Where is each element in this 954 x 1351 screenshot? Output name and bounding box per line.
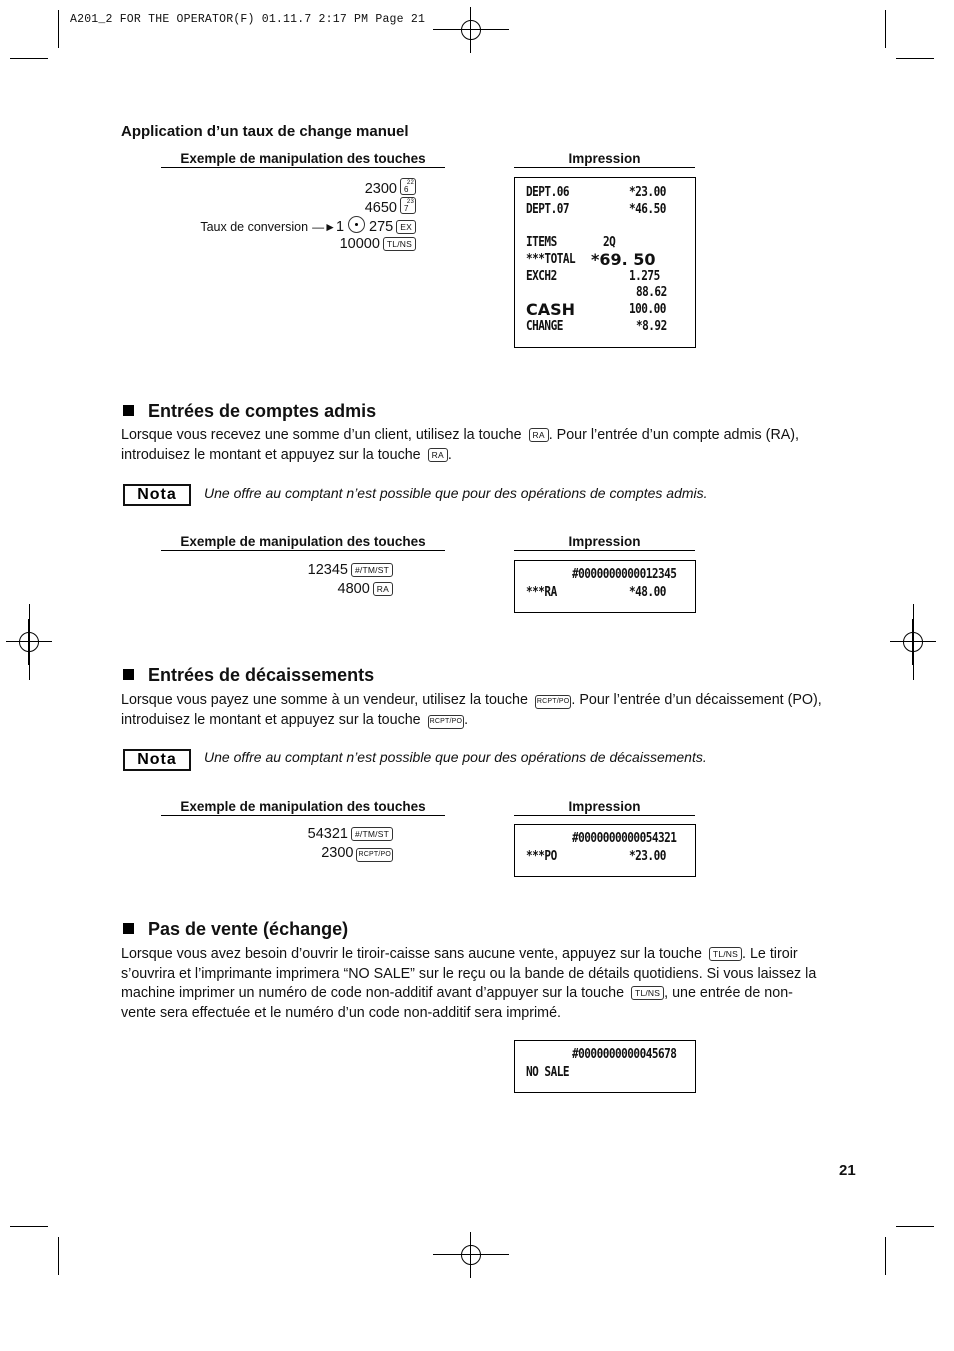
ra-key[interactable]: RA <box>428 448 448 462</box>
text: s’ouvrira et l’imprimante imprimera “NO SALE” sur le reçu ou la bande de détails quotidiens. Si vous laissez la <box>121 965 817 982</box>
tl-ns-key[interactable]: TL/NS <box>383 237 416 251</box>
receipt-line: NO SALE <box>526 1065 570 1080</box>
text: . <box>464 711 469 728</box>
registration-mark-icon <box>12 625 46 659</box>
ra-ops-heading: Exemple de manipulation des touches <box>161 534 445 551</box>
receipt-line: #0000000000012345 <box>572 567 677 582</box>
key-line <box>180 580 393 599</box>
nosale-receipt <box>514 1040 696 1093</box>
ex-key[interactable]: EX <box>396 220 416 234</box>
square-bullet-icon <box>123 669 134 680</box>
receipt-line: ***TOTAL <box>526 252 576 267</box>
ra-receipt <box>514 560 696 613</box>
receipt-line: #0000000000045678 <box>572 1047 677 1062</box>
text: . Le tiroir <box>742 946 798 962</box>
amount: 2300 <box>321 845 354 861</box>
receipt-line: *23.00 <box>629 185 666 200</box>
key-line <box>180 197 416 216</box>
tl-ns-key[interactable]: TL/NS <box>631 986 664 1000</box>
crop-mark <box>896 58 934 59</box>
key-line <box>180 825 393 844</box>
amount: 4800 <box>337 581 370 597</box>
crop-mark <box>885 1237 886 1275</box>
decimal-point-key[interactable] <box>348 216 365 233</box>
text: machine imprimer un numéro de code non-additif avant d’appuyer sur la touche <box>121 985 625 1001</box>
print-header: A201_2 FOR THE OPERATOR(F) 01.11.7 2:17 PM Page 21 <box>70 13 426 26</box>
text: introduisez le montant et appuyez sur la touche <box>121 711 421 728</box>
key-line <box>180 561 393 580</box>
registration-mark-icon <box>896 625 930 659</box>
receipt-total: *69. 50 <box>591 250 656 269</box>
key-num: 7 <box>404 204 409 213</box>
po-section-title <box>123 665 374 686</box>
key-sup: 22 <box>406 180 414 186</box>
ra-section-title <box>123 401 376 422</box>
amount: 54321 <box>307 826 348 842</box>
tm-st-key[interactable]: #/TM/ST <box>351 563 393 577</box>
receipt-line: DEPT.07 <box>526 202 570 217</box>
nosale-paragraph <box>121 945 841 1023</box>
text: introduisez le montant et appuyez sur la touche <box>121 446 421 463</box>
receipt-cash: CASH <box>526 300 576 319</box>
po-receipt <box>514 824 696 877</box>
ra-key[interactable]: RA <box>529 428 549 442</box>
tl-ns-key[interactable]: TL/NS <box>709 947 742 961</box>
nota-badge <box>123 484 191 506</box>
ra-paragraph <box>121 426 841 465</box>
key-sup: 23 <box>406 199 414 205</box>
ra-key-sequence <box>180 561 393 599</box>
receipt-line: 100.00 <box>629 302 666 317</box>
rcpt-po-key[interactable]: RCPT/PO <box>428 715 465 729</box>
crop-mark <box>10 1226 48 1227</box>
receipt-line: *46.50 <box>629 202 666 217</box>
square-bullet-icon <box>123 405 134 416</box>
key-line <box>180 178 416 197</box>
text: Lorsque vous recevez une somme d’un client, utilisez la touche <box>121 427 522 443</box>
dept-key[interactable] <box>400 178 416 195</box>
ra-key[interactable]: RA <box>373 582 393 596</box>
receipt-line: 88.62 <box>636 285 667 300</box>
receipt-line: 2Q <box>603 235 616 250</box>
rcpt-po-key[interactable]: RCPT/PO <box>535 695 572 709</box>
conversion-label: Taux de conversion <box>200 220 309 234</box>
text: vente sera effectuée et le numéro d’un code non-additif sera imprimé. <box>121 1004 562 1021</box>
ra-print-heading: Impression <box>514 534 695 551</box>
nota-label: Nota <box>125 751 189 769</box>
receipt-line: *48.00 <box>629 585 666 600</box>
text: . Pour l’entrée d’un décaissement (PO), <box>571 692 822 708</box>
crop-mark <box>885 10 886 48</box>
key-line <box>180 216 416 235</box>
po-nota-text: Une offre au comptant n’est possible que pour des opérations de décaissements. <box>204 749 707 765</box>
key-line <box>180 235 416 254</box>
amount: 10000 <box>339 236 380 252</box>
nosale-section-title <box>123 919 348 940</box>
arrow-icon: —► <box>312 220 336 234</box>
receipt-line: *8.92 <box>636 319 667 334</box>
dept-key[interactable] <box>400 197 416 214</box>
receipt-line: DEPT.06 <box>526 185 570 200</box>
amount: 12345 <box>307 562 348 578</box>
receipt-line: #0000000000054321 <box>572 831 677 846</box>
exchange-receipt <box>514 177 696 348</box>
text: . <box>447 446 452 463</box>
po-paragraph <box>121 691 841 730</box>
receipt-line: EXCH2 <box>526 269 557 284</box>
receipt-line: ***RA <box>526 585 557 600</box>
square-bullet-icon <box>123 923 134 934</box>
amount: 275 <box>369 219 394 235</box>
exchange-print-heading: Impression <box>514 151 695 168</box>
amount: 1 <box>335 219 345 235</box>
receipt-line: CHANGE <box>526 319 563 334</box>
receipt-line: 1.275 <box>629 269 660 284</box>
crop-mark <box>10 58 48 59</box>
nosale-title-text: Pas de vente (échange) <box>148 919 349 939</box>
text: , une entrée de non- <box>664 985 793 1001</box>
ra-title-text: Entrées de comptes admis <box>148 401 377 421</box>
text: Lorsque vous avez besoin d’ouvrir le tiroir-caisse sans aucune vente, appuyez sur la touche <box>121 946 702 962</box>
po-print-heading: Impression <box>514 799 695 816</box>
po-ops-heading: Exemple de manipulation des touches <box>161 799 445 816</box>
text: Lorsque vous payez une somme à un vendeur, utilisez la touche <box>121 692 528 708</box>
receipt-line: ***PO <box>526 849 557 864</box>
crop-mark <box>896 1226 934 1227</box>
amount: 2300 <box>364 181 397 197</box>
receipt-line: ITEMS <box>526 235 557 250</box>
registration-mark-icon <box>454 13 488 47</box>
key-line <box>180 844 393 863</box>
exchange-ops-heading: Exemple de manipulation des touches <box>161 151 445 168</box>
tm-st-key[interactable]: #/TM/ST <box>351 827 393 841</box>
crop-mark <box>58 10 59 48</box>
key-num: 6 <box>404 185 409 194</box>
page-number: 21 <box>839 1162 856 1179</box>
receipt-line: *23.00 <box>629 849 666 864</box>
exchange-key-sequence <box>180 178 416 254</box>
rcpt-po-key[interactable]: RCPT/PO <box>356 848 393 862</box>
exchange-subtitle: Application d’un taux de change manuel <box>121 123 409 140</box>
po-key-sequence <box>180 825 393 863</box>
nota-badge <box>123 749 191 771</box>
text: . Pour l’entrée d’un compte admis (RA), <box>548 427 800 443</box>
amount: 4650 <box>364 200 397 216</box>
ra-nota-text: Une offre au comptant n’est possible que pour des opérations de comptes admis. <box>204 485 708 501</box>
crop-mark <box>58 1237 59 1275</box>
po-title-text: Entrées de décaissements <box>148 665 375 685</box>
registration-mark-icon <box>454 1238 488 1272</box>
nota-label: Nota <box>125 486 189 504</box>
